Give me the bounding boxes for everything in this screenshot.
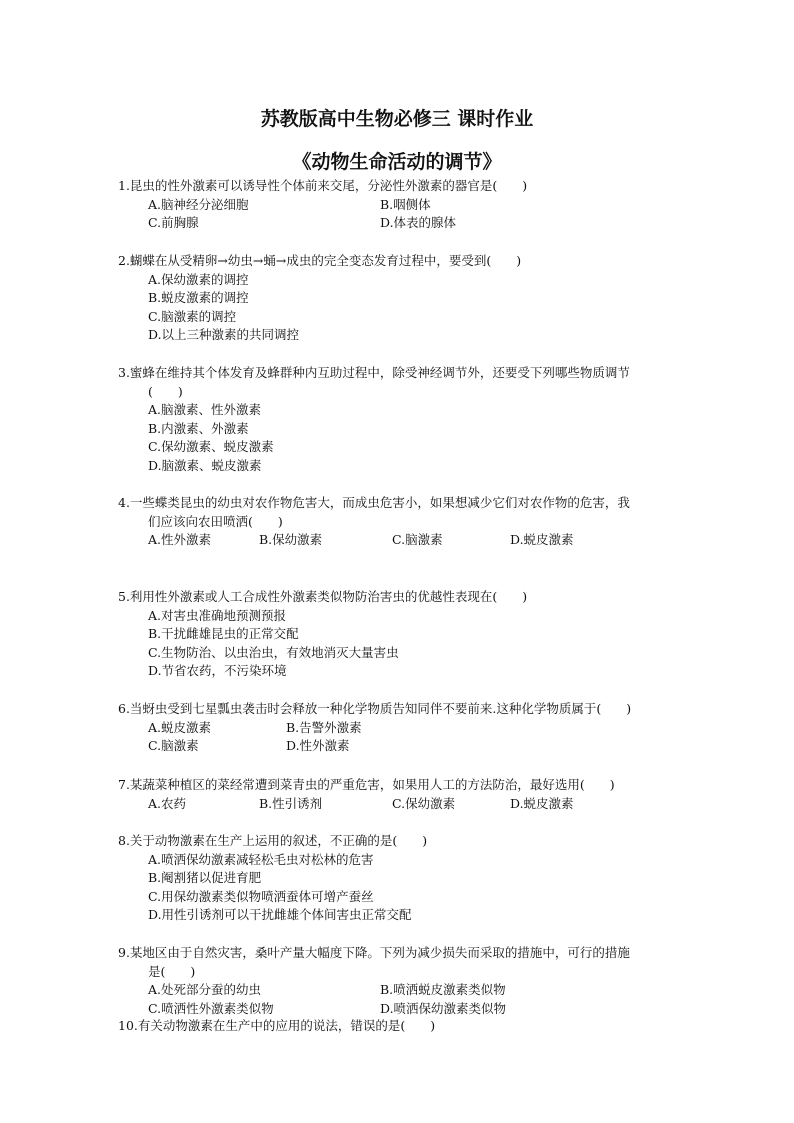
question-stem: 6.当蚜虫受到七星瓢虫袭击时会释放一种化学物质告知同伴不要前来.这种化学物质属于( ) <box>118 701 632 716</box>
options-row <box>118 795 615 814</box>
option-c: C.喷洒性外激素类似物 <box>148 1000 274 1016</box>
option-c: C.保幼激素 <box>392 795 456 811</box>
option-d: D.用性引诱剂可以干扰雌雄个体间害虫正常交配 <box>148 907 412 922</box>
options-row <box>118 1000 630 1019</box>
option-d: D.蜕皮激素 <box>510 532 574 547</box>
option-b: B.告警外激素 <box>286 719 362 735</box>
option-c: C.脑激素的调控 <box>148 308 237 324</box>
question-5 <box>118 588 527 681</box>
option-d: D.脑激素、蜕皮激素 <box>148 457 262 473</box>
option-b: B.喷洒蜕皮激素类似物 <box>380 982 506 997</box>
option-b: B.性引诱剂 <box>259 795 323 811</box>
option-a: A.对害虫准确地预测预报 <box>148 607 287 623</box>
document-title: 苏教版高中生物必修三 课时作业 <box>260 108 534 130</box>
option-a: A.农药 <box>148 795 187 811</box>
option-a: A.保幼激素的调控 <box>148 271 249 287</box>
option-a: A.处死部分蚕的幼虫 <box>148 982 262 997</box>
question-stem: 2.蝴蝶在从受精卵→幼虫→蛹→成虫的完全变态发育过程中，要受到( ) <box>118 253 522 268</box>
options-row <box>118 196 527 215</box>
question-3 <box>118 364 630 475</box>
question-4 <box>118 494 630 550</box>
question-10 <box>118 1017 435 1036</box>
option-c: C.脑激素 <box>392 532 443 547</box>
question-stem-continuation: ( ) <box>148 383 183 399</box>
option-b: B.阉割猪以促进育肥 <box>148 870 262 885</box>
option-a: A.蜕皮激素 <box>148 719 212 735</box>
question-stem: 7.某蔬菜种植区的菜经常遭到菜青虫的严重危害，如果用人工的方法防治，最好选用( ) <box>118 777 615 792</box>
option-b: B.干扰雌雄昆虫的正常交配 <box>148 626 299 641</box>
option-a: A.喷洒保幼激素减轻松毛虫对松林的危害 <box>148 851 374 867</box>
options-row <box>118 981 630 1000</box>
options-row <box>118 214 527 233</box>
question-stem: 9.某地区由于自然灾害，桑叶产量大幅度下降。下列为减少损失而采取的措施中，可行的措施 <box>118 945 630 960</box>
option-b: B.内激素、外激素 <box>148 420 249 436</box>
option-a: A.脑激素、性外激素 <box>148 402 262 417</box>
question-stem: 1.昆虫的性外激素可以诱导性个体前来交尾，分泌性外激素的器官是( ) <box>118 178 528 193</box>
option-d: D.节省农药，不污染环境 <box>148 663 287 678</box>
question-stem: 3.蜜蜂在维持其个体发育及蜂群种内互助过程中，除受神经调节外，还要受下列哪些物质调节 <box>118 365 630 380</box>
question-6 <box>118 700 631 756</box>
option-c: C.脑激素 <box>148 738 199 753</box>
question-stem-continuation: 是( ) <box>148 963 196 979</box>
option-d: D.喷洒保幼激素类似物 <box>380 1000 507 1016</box>
document-subtitle: 《动物生命活动的调节》 <box>292 151 502 173</box>
question-stem-continuation: 们应该向农田喷洒( ) <box>148 513 283 529</box>
option-a: A.脑神经分泌细胞 <box>148 196 249 212</box>
question-stem: 10.有关动物激素在生产中的应用的说法，错误的是( ) <box>118 1018 436 1033</box>
question-stem: 4.一些蝶类昆虫的幼虫对农作物危害大，而成虫危害小，如果想减少它们对农作物的危害，我 <box>118 495 630 510</box>
option-b: B.保幼激素 <box>259 532 323 547</box>
question-stem: 5.利用性外激素或人工合成性外激素类似物防治害虫的优越性表现在( ) <box>118 589 528 604</box>
options-row <box>118 531 630 550</box>
option-a: A.性外激素 <box>148 532 212 547</box>
question-2 <box>118 252 521 345</box>
option-c: C.保幼激素、蜕皮激素 <box>148 439 274 454</box>
question-1 <box>118 177 527 233</box>
option-c: C.生物防治、以虫治虫，有效地消灭大量害虫 <box>148 644 399 660</box>
option-d: D.蜕皮激素 <box>510 795 574 811</box>
question-9 <box>118 944 630 1018</box>
options-row <box>118 719 631 738</box>
option-d: D.体表的腺体 <box>380 215 457 230</box>
question-7 <box>118 776 615 813</box>
option-d: D.以上三种激素的共同调控 <box>148 327 300 342</box>
option-b: B.咽侧体 <box>380 196 431 212</box>
option-b: B.蜕皮激素的调控 <box>148 290 249 305</box>
question-8 <box>118 832 427 925</box>
option-c: C.前胸腺 <box>148 215 199 230</box>
options-row <box>118 737 631 756</box>
question-stem: 8.关于动物激素在生产上运用的叙述，不正确的是( ) <box>118 833 428 848</box>
option-c: C.用保幼激素类似物喷洒蚕体可增产蚕丝 <box>148 888 374 904</box>
option-d: D.性外激素 <box>286 738 350 753</box>
